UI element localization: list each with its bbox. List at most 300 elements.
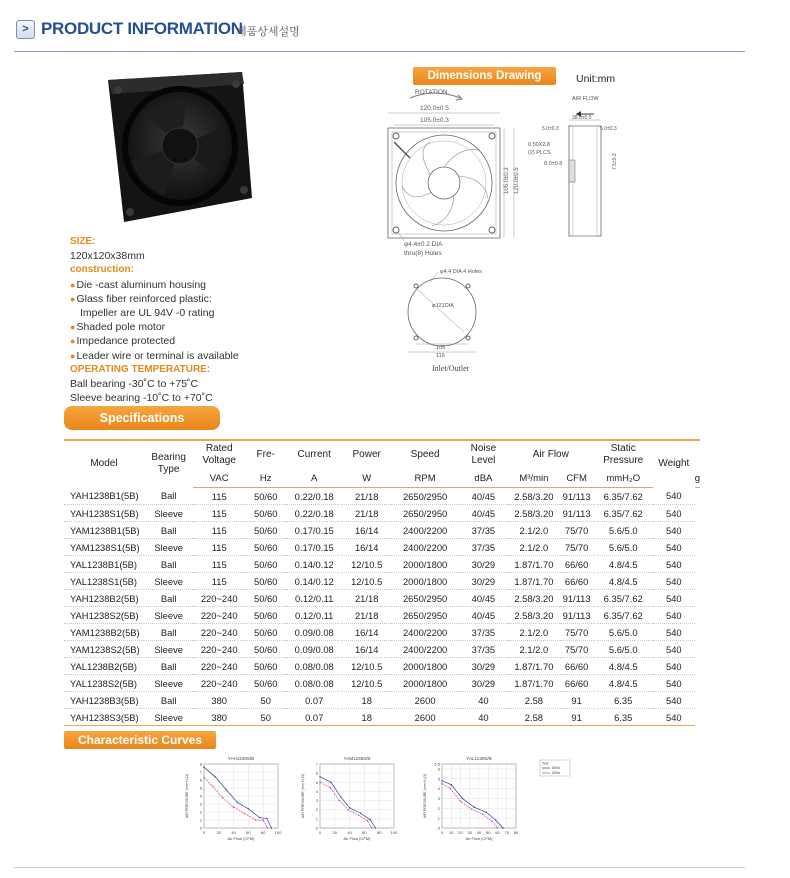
x-tick-label: 50 [486,830,491,835]
table-cell: Ball [144,590,194,607]
data-point [330,787,331,788]
table-cell: YAH1238S1(5B) [64,505,144,522]
table-cell: 37/35 [459,522,508,539]
table-cell: 5.6/5.0 [594,539,653,556]
x-tick-label: 20 [332,830,338,835]
x-tick-label: 30 [467,830,472,835]
table-cell: Ball [144,556,194,573]
table-cell: 1.87/1.70 [508,573,560,590]
expand-toggle-button[interactable]: > [16,20,35,39]
table-cell: 2650/2950 [391,488,458,505]
inlet-diameter: φ121DIA [432,303,454,309]
table-row [64,539,700,556]
table-cell: YAM1238B1(5B) [64,522,144,539]
table-cell: 115 [193,505,245,522]
table-cell: 50/60 [245,522,286,539]
table-cell: 540 [653,692,695,709]
depth-label: 38.0±0.5 [572,115,592,121]
data-point [441,783,442,784]
table-cell: 40/45 [459,505,508,522]
y-tick-label: 1 [199,817,202,823]
y-axis-label: AIR PRESSURE (mm·H₂O) [423,773,427,819]
table-cell: 50/60 [245,624,286,641]
data-point [471,809,472,810]
data-point [370,819,371,820]
table-cell: 220~240 [193,658,245,675]
construction-item: ● Glass fiber reinforced plastic: [70,292,370,306]
data-point [244,813,245,814]
table-cell: 50/60 [245,641,286,658]
y-tick-label: 3 [199,801,202,807]
data-point [212,786,213,787]
x-axis-label: Air Flow (CFM) [227,836,255,841]
data-point [248,808,249,809]
table-cell: Ball [144,522,194,539]
table-cell: 40 [459,709,508,726]
table-cell: 0.08/0.08 [286,658,342,675]
y-tick-label: 4 [199,793,202,799]
table-cell: 2.58/3.20 [508,505,560,522]
table-cell: 40/45 [459,607,508,624]
table-row [64,607,700,624]
data-point [233,807,234,808]
table-row [64,709,700,726]
table-cell: 540 [653,607,695,624]
table-row [64,505,700,522]
col-airflow: Air Flow [532,449,569,460]
table-cell: 21/18 [342,505,391,522]
table-cell: 16/14 [342,539,391,556]
unit-vac: VAC [193,469,245,488]
table-cell: 75/70 [560,641,594,658]
chart-title: YAL1238S/B [466,756,492,761]
table-cell: 75/70 [560,624,594,641]
specifications-banner: Specifications [64,406,220,430]
table-cell: 540 [653,658,695,675]
data-point [367,820,368,821]
table-row [64,675,700,692]
table-cell: 50 [245,692,286,709]
table-cell: 50/60 [245,488,286,505]
col-pressure: Static Pressure [603,443,644,466]
table-cell: 40/45 [459,488,508,505]
table-cell: 21/18 [342,607,391,624]
table-cell: 50/60 [245,556,286,573]
table-cell: 37/35 [459,539,508,556]
table-cell: 2400/2200 [391,624,458,641]
table-cell: 50 [245,709,286,726]
col-voltage: Rated Voltage [202,443,236,466]
table-cell: 66/60 [560,573,594,590]
table-cell: YAH1238B3(5B) [64,692,144,709]
y-tick-label: 5 [437,776,440,782]
data-point [339,800,340,801]
table-cell: 16/14 [342,624,391,641]
table-cell: YAH1238S2(5B) [64,607,144,624]
table-cell: 6.35/7.62 [594,607,653,624]
data-point [451,784,452,785]
unit-w: W [342,469,391,488]
table-cell: 66/60 [560,675,594,692]
table-cell: 50/60 [245,607,286,624]
table-cell: 540 [653,522,695,539]
x-tick-label: 80 [376,830,382,835]
inlet-outlet-label: Inlet/Outlet [432,364,469,373]
table-cell: 2400/2200 [391,641,458,658]
table-cell: 540 [653,556,695,573]
data-point [482,814,483,815]
table-cell: 18 [342,709,391,726]
construction-item: ● Impedance protected [70,334,370,348]
table-cell: 0.07 [286,709,342,726]
table-cell: 220~240 [193,675,245,692]
table-cell: 540 [653,539,695,556]
footer-divider [14,867,745,868]
unit-a: A [286,469,342,488]
data-point [462,798,463,799]
table-cell: 220~240 [193,641,245,658]
table-cell: 0.14/0.12 [286,556,342,573]
table-cell: Sleeve [144,539,194,556]
x-tick-label: 100 [274,830,282,835]
table-cell: 2.1/2.0 [508,641,560,658]
table-cell: 12/10.5 [342,573,391,590]
table-cell: 5.6/5.0 [594,641,653,658]
table-cell: 6.35 [594,692,653,709]
data-point [259,817,260,818]
rotation-label: ROTATION [415,89,448,96]
unit-hz: Hz [245,469,286,488]
table-cell: 6.35/7.62 [594,590,653,607]
pin-length: 8.0±0.8 [544,161,563,167]
x-tick-label: 80 [513,830,519,835]
table-cell: 12/10.5 [342,556,391,573]
curve-chart-yam [298,752,400,848]
inlet-hole-spec: φ4.4 DIA 4 Holes [440,269,482,275]
x-tick-label: 40 [231,830,236,835]
table-cell: 91/113 [560,590,594,607]
table-cell: YAM1238B2(5B) [64,624,144,641]
side-s1: 5.0±0.3 [542,126,559,132]
col-frequency: Fre- [256,449,275,460]
table-cell: 0.17/0.15 [286,539,342,556]
data-point [267,827,268,828]
table-cell: 1.87/1.70 [508,675,560,692]
size-heading: SIZE: [70,236,96,247]
table-row [64,624,700,641]
table-cell: 2.1/2.0 [508,539,560,556]
table-cell: 540 [653,675,695,692]
table-cell: 2000/1800 [391,573,458,590]
y-tick-label: 6 [315,770,318,776]
table-cell: YAL1238B1(5B) [64,556,144,573]
table-cell: 16/14 [342,522,391,539]
data-point [491,820,492,821]
y-tick-label: 7 [315,761,318,767]
x-tick-label: 60 [246,830,251,835]
data-point [226,789,227,790]
data-point [271,827,272,828]
data-point [263,819,264,820]
table-cell: 37/35 [459,641,508,658]
x-tick-label: 60 [362,830,367,835]
curve-chart-yah [182,752,284,848]
table-cell: 2650/2950 [391,607,458,624]
y-tick-label: 6 [199,777,202,783]
data-point [349,807,350,808]
table-cell: 30/29 [459,658,508,675]
table-cell: 2.58 [508,692,560,709]
table-cell: 30/29 [459,675,508,692]
legend-entry: 60Hz [552,766,561,770]
y-tick-label: 0 [199,825,202,831]
table-cell: 50/60 [245,539,286,556]
y-tick-label: 4 [437,786,440,792]
table-cell: 220~240 [193,607,245,624]
table-cell: 2000/1800 [391,556,458,573]
width-inner: 105.0±0.3 [420,117,449,124]
table-cell: 91/113 [560,505,594,522]
table-cell: 4.8/4.5 [594,573,653,590]
table-cell: 0.08/0.08 [286,675,342,692]
table-cell: Ball [144,658,194,675]
y-axis-label: AIR PRESSURE (mm·H₂O) [301,773,305,819]
table-cell: 21/18 [342,488,391,505]
data-point [347,809,348,810]
table-cell: 540 [653,709,695,726]
table-cell: 66/60 [560,556,594,573]
table-cell: Sleeve [144,709,194,726]
col-model: Model [90,458,118,470]
product-info [70,235,370,405]
temp-sleeve: Sleeve bearing -10˚C to +70˚C [70,392,213,405]
table-cell: 540 [653,590,695,607]
characteristic-curves-banner: Characteristic Curves [64,731,216,749]
table-cell: 2000/1800 [391,675,458,692]
col-power: Power [352,449,381,460]
x-axis-label: Air Flow (CFM) [465,836,493,841]
data-point [450,788,451,789]
data-point [203,767,204,768]
y-tick-label: 7 [199,769,202,775]
chart-title: YAH1238S/B [227,756,255,761]
height-inner: 105.0±0.3 [504,167,510,194]
table-cell: 540 [653,488,695,505]
y-axis-label: AIR PRESSURE (mm·H₂O) [185,773,189,819]
x-tick-label: 70 [504,830,509,835]
table-cell: 91 [560,709,594,726]
data-point [375,827,376,828]
table-cell: 4.8/4.5 [594,658,653,675]
table-cell: 0.07 [286,692,342,709]
table-cell: 50/60 [245,658,286,675]
table-cell: 220~240 [193,590,245,607]
dimensions-drawing [380,86,630,378]
y-tick-label: 1 [437,815,440,821]
inlet-width-1: 105 [436,345,446,351]
y-tick-label: 3 [437,795,440,801]
table-row [64,692,700,709]
table-cell: 0.22/0.18 [286,488,342,505]
data-point [255,819,256,820]
table-cell: Sleeve [144,573,194,590]
x-tick-label: 20 [216,830,222,835]
table-cell: YAM1238S1(5B) [64,539,144,556]
col-noise: Noise Level [470,443,497,466]
page-title: PRODUCT INFORMATION [41,19,243,38]
data-point [441,780,442,781]
table-cell: Ball [144,624,194,641]
table-cell: YAL1238S2(5B) [64,675,144,692]
table-cell: 6.35 [594,709,653,726]
y-tick-label: 5 [315,779,318,785]
table-row [64,658,700,675]
table-cell: 91/113 [560,607,594,624]
table-cell: 220~240 [193,624,245,641]
construction-item: Impeller are UL 94V -0 rating [80,307,215,320]
fan-product-image [94,72,254,232]
table-cell: 2.1/2.0 [508,624,560,641]
table-cell: 6.35/7.62 [594,488,653,505]
temp-ball: Ball bearing -30˚C to +75˚C [70,378,199,391]
data-point [330,782,331,783]
table-cell: 2600 [391,692,458,709]
pin-spec-2: (2) PLCS [528,150,551,156]
air-flow-label: AIR FLOW [572,96,599,102]
table-cell: 0.12/0.11 [286,590,342,607]
x-axis-label: Air Flow (CFM) [343,836,371,841]
table-cell: YAM1238S2(5B) [64,641,144,658]
y-tick-label: 4 [315,788,318,794]
table-cell: 540 [653,573,695,590]
data-point [486,812,487,813]
table-cell: 12/10.5 [342,675,391,692]
x-tick-label: 0 [202,830,206,835]
table-cell: 2650/2950 [391,590,458,607]
table-cell: YAL1238B2(5B) [64,658,144,675]
data-point [340,796,341,797]
x-tick-label: 60 [495,830,500,835]
construction-heading: construction: [70,264,134,276]
y-tick-label: 8 [199,761,202,767]
y-tick-label: 6 [437,766,440,772]
table-row [64,590,700,607]
data-point [495,819,496,820]
size-value: 120x120x38mm [70,250,145,263]
unit-mmh2o: mmH₂O [594,469,653,488]
table-cell: 50/60 [245,573,286,590]
table-cell: YAH1238S3(5B) [64,709,144,726]
col-bearing: Bearing Type [151,452,186,476]
unit-rpm: RPM [391,469,458,488]
side-s2: 5.0±0.3 [600,126,617,132]
table-cell: YAL1238S1(5B) [64,573,144,590]
table-cell: 75/70 [560,539,594,556]
unit-cfm: CFM [560,469,594,488]
table-cell: Ball [144,692,194,709]
table-cell: 115 [193,573,245,590]
table-cell: YAH1238B2(5B) [64,590,144,607]
col-speed: Speed [410,449,440,460]
hole-spec: φ4.4±0.2 DIA [404,241,443,248]
table-cell: 2.58 [508,709,560,726]
table-cell: 115 [193,556,245,573]
table-cell: 91 [560,692,594,709]
side-t1: 7.5±0.3 [612,153,618,170]
table-row [64,573,700,590]
table-cell: 2650/2950 [391,505,458,522]
table-cell: 75/70 [560,522,594,539]
x-tick-label: 40 [347,830,352,835]
data-point [214,776,215,777]
table-cell: Ball [144,488,194,505]
x-tick-label: 40 [476,830,482,835]
hole-spec-2: thru(8) Holes [404,250,442,257]
dimensions-banner: Dimensions Drawing [413,67,556,85]
table-cell: 2.58/3.20 [508,488,560,505]
table-cell: 2.1/2.0 [508,522,560,539]
table-cell: 380 [193,692,245,709]
data-point [502,827,503,828]
table-cell: 0.09/0.08 [286,624,342,641]
data-point [371,827,372,828]
x-tick-label: 80 [260,830,266,835]
table-row [64,641,700,658]
table-row [64,522,700,539]
table-cell: 2600 [391,709,458,726]
data-point [358,815,359,816]
data-point [319,776,320,777]
table-cell: 5.6/5.0 [594,522,653,539]
chart-title: YAM1238S/B [343,756,371,761]
x-tick-label: 0 [318,830,322,835]
table-cell: 2000/1800 [391,658,458,675]
unit-label: Unit:mm [576,73,616,85]
table-cell: 16/14 [342,641,391,658]
width-outer: 120.0±0.5 [420,105,449,112]
table-cell: 12/10.5 [342,658,391,675]
table-cell: 115 [193,522,245,539]
table-cell: 30/29 [459,556,508,573]
table-cell: 540 [653,624,695,641]
table-cell: Sleeve [144,675,194,692]
table-cell: 540 [653,641,695,658]
data-point [460,801,461,802]
x-tick-label: 20 [458,830,463,835]
table-cell: 2.58/3.20 [508,590,560,607]
table-row [64,556,700,573]
table-cell: 0.09/0.08 [286,641,342,658]
table-cell: 2400/2200 [391,539,458,556]
table-row [64,488,700,505]
table-cell: YAH1238B1(5B) [64,488,144,505]
table-cell: 380 [193,709,245,726]
table-cell: Sleeve [144,641,194,658]
table-cell: 50/60 [245,675,286,692]
data-point [474,807,475,808]
data-point [497,827,498,828]
table-cell: 2.58/3.20 [508,607,560,624]
y-tick-label: 6.5 [434,761,440,767]
table-cell: 0.17/0.15 [286,522,342,539]
height-outer: 120.0±0.5 [514,167,520,194]
table-cell: 2400/2200 [391,522,458,539]
y-tick-label: 0 [315,825,318,831]
table-cell: 91/113 [560,488,594,505]
unit-dba: dBA [459,469,508,488]
data-point [203,777,204,778]
construction-item: ● Shaded pole motor [70,320,370,334]
